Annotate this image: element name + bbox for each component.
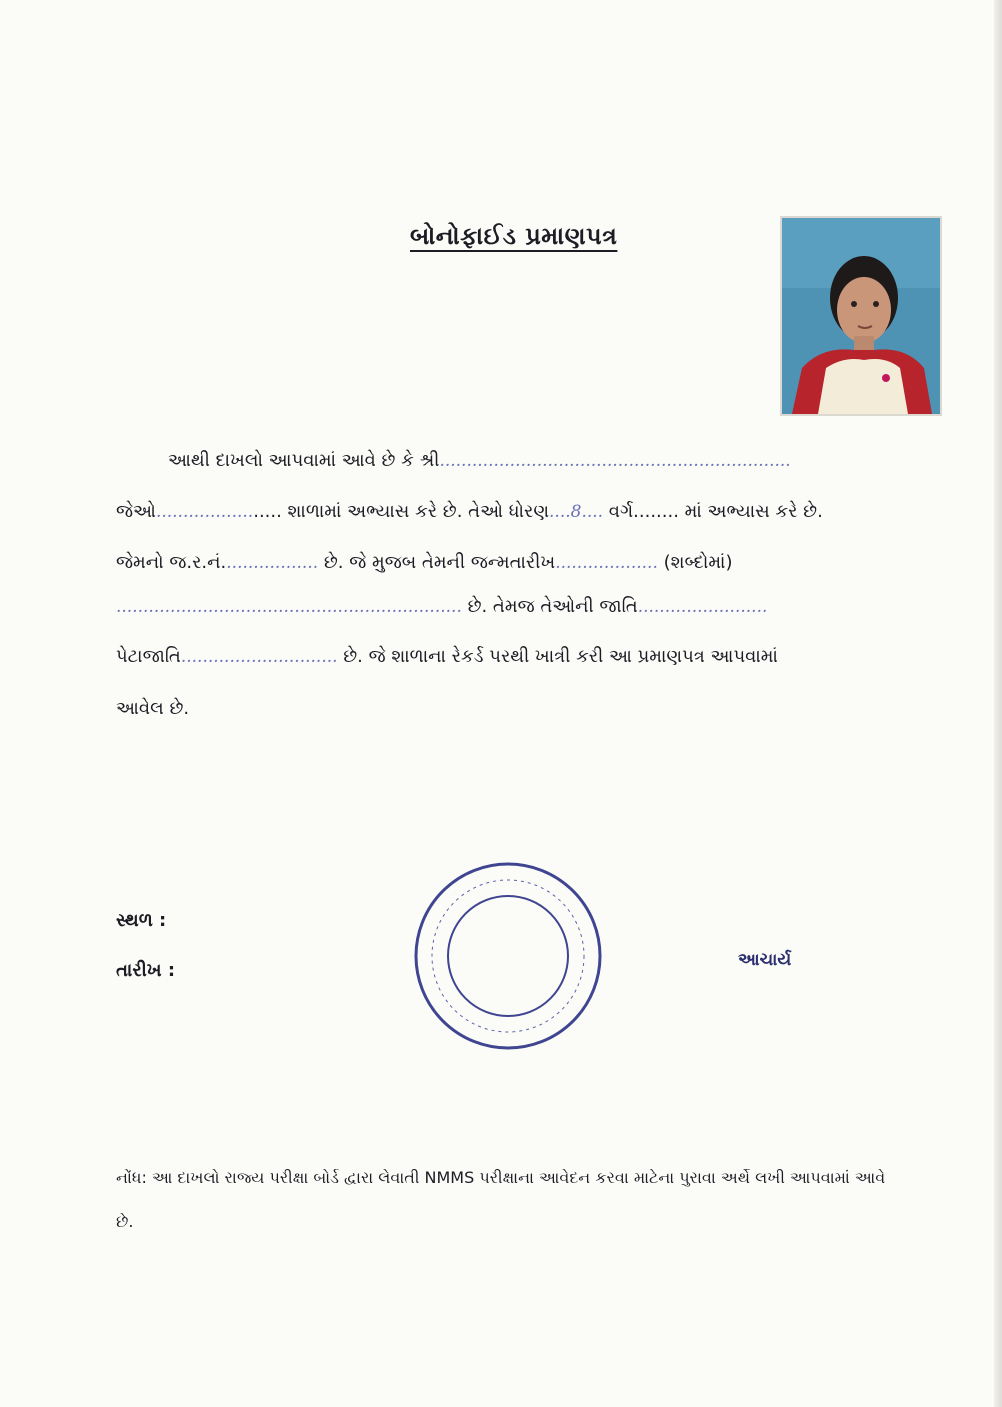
- school-stamp: [410, 858, 606, 1054]
- dob-field: ...................: [555, 553, 658, 573]
- footnote: નોંધ: આ દાખલો રાજ્ય પરીક્ષા બોર્ડ દ્વારા લેવાતી NMMS પરીક્ષાના આવેદન કરવા માટેના પુરાવા અર્થે લખી આપવામાં આવે છે.: [116, 1168, 886, 1231]
- subcaste-field: .............................: [180, 647, 338, 667]
- dob-words-field: ................................................................: [116, 597, 462, 617]
- school-name-field: ..................: [155, 502, 254, 522]
- place-label: સ્થળ :: [116, 910, 167, 931]
- date-row: [116, 960, 185, 981]
- certificate-title: બોનોફાઈડ પ્રમાણપત્ર: [410, 222, 618, 250]
- line-5-post: છે. જે શાળાના રેકર્ડ પરથી ખાત્રી કરી આ પ્રમાણપત્ર આપવામાં: [337, 646, 778, 667]
- line-2-post: ..... શાળામાં અભ્યાસ કરે છે. તેઓ ધોરણ: [253, 501, 550, 522]
- place-row: [116, 910, 176, 931]
- line-2-pre: જેઓ: [116, 501, 156, 522]
- register-number-field: .................: [226, 553, 319, 573]
- line-3-post: છે. જે મુજબ તેમની જન્મતારીખ: [323, 552, 556, 573]
- date-label: તારીખ :: [116, 960, 176, 981]
- cert-line-4: [116, 598, 767, 616]
- line-3-post2: (શબ્દોમાં): [657, 552, 733, 573]
- line-6-pre: આવેલ છે.: [116, 698, 190, 719]
- cert-line-6: [116, 700, 189, 718]
- cert-line-2: [116, 503, 823, 521]
- cert-line-1: [168, 452, 791, 470]
- student-photo: [780, 216, 942, 416]
- line-3-pre: જેમનો જ.ર.નં.: [116, 552, 227, 573]
- line-2-post2: વર્ગ........ માં અભ્યાસ કરે છે.: [603, 501, 823, 522]
- standard-field: ....8....: [549, 502, 604, 522]
- caste-field: ........................: [637, 597, 768, 617]
- principal-title: આચાર્ય: [738, 950, 792, 970]
- cert-line-5: [116, 648, 778, 666]
- line-1-text: આથી દાખલો આપવામાં આવે છે કે શ્રી: [168, 450, 440, 471]
- cert-line-3: [116, 554, 733, 572]
- student-name-field: .................................................................: [439, 451, 791, 471]
- page-edge: [994, 0, 1002, 1407]
- line-4-post: છે. તેમજ તેઓની જાતિ: [461, 596, 638, 617]
- line-5-pre: પેટાજાતિ: [116, 646, 181, 667]
